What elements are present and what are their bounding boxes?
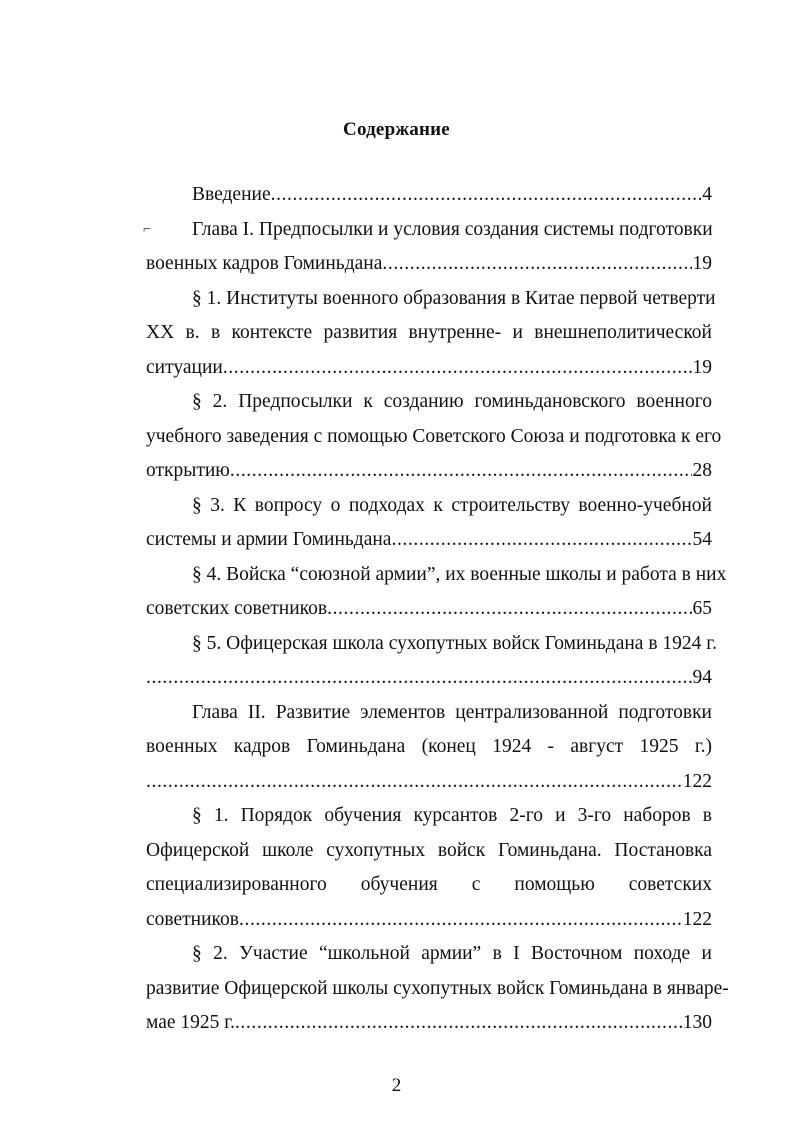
toc-entry-ch1-s3-end[interactable]: [146, 523, 712, 558]
toc-entry-label: Глава II. Развитие элементов централизованной подготовки: [192, 701, 712, 723]
toc-entry-ch2-s2-end[interactable]: [146, 1006, 712, 1041]
toc-entry-label: учебного заведения с помощью Советского Союза и подготовка к его: [146, 425, 722, 447]
toc-entry-label: специализированного обучения с помощью советских: [146, 874, 712, 895]
toc-entry-ch2-s1-cont2[interactable]: [146, 868, 712, 903]
toc-entry-ch2-s2-cont[interactable]: [146, 972, 729, 1007]
leader-dots: [239, 903, 682, 938]
leader-dots: [327, 592, 691, 627]
toc-page-number: 122: [682, 770, 712, 792]
toc-entry-label: § 3. К вопросу о подходах к строительству военно-учебной: [192, 494, 712, 516]
toc-entry-ch1-s1[interactable]: [146, 282, 716, 317]
leader-dots: [391, 523, 691, 558]
toc-entry-label: системы и армии Гоминьдана: [146, 529, 392, 550]
leader-dots: [230, 454, 692, 489]
toc-entry-chapter2-cont[interactable]: [146, 730, 712, 765]
leader-dots: [271, 178, 702, 213]
toc-entry-ch1-s2-cont[interactable]: [146, 420, 722, 455]
toc-entry-ch2-s1[interactable]: [146, 799, 712, 834]
toc-page-number: 122: [682, 908, 712, 930]
toc-entry-ch2-s2[interactable]: [146, 937, 712, 972]
toc-page-number: 94: [692, 667, 712, 688]
toc-entry-chapter2-end[interactable]: [146, 765, 712, 800]
toc-page-number: 28: [692, 460, 712, 481]
toc-entry-label: военных кадров Гоминьдана (конец 1924 - август 1925 г.): [146, 736, 712, 757]
toc-entry-ch1-s1-end[interactable]: [146, 351, 712, 386]
toc-entry-label: Введение: [192, 184, 271, 205]
toc-entry-ch1-s5[interactable]: [146, 627, 717, 662]
leader-dots: [146, 661, 692, 696]
toc-entry-label: развитие Офицерской школы сухопутных войск Гоминьдана в январе-: [146, 977, 729, 999]
toc-entry-label: Офицерской школе сухопутных войск Гоминьдана. Постановка: [146, 839, 712, 861]
toc-entry-ch2-s1-end[interactable]: [146, 903, 712, 938]
toc-entry-ch1-s5-end[interactable]: [146, 661, 712, 696]
toc-entry-label: § 2. Предпосылки к созданию гоминьдановского военного: [192, 391, 712, 412]
toc-entry-label: ситуации: [146, 356, 223, 378]
toc-entry-label: XX в. в контексте развития внутренне- и внешнеполитической: [146, 322, 712, 343]
page-title: Содержание: [343, 119, 450, 140]
toc-entry-ch1-s2-end[interactable]: [146, 454, 712, 489]
toc-page-number: 65: [692, 598, 712, 619]
toc-entry-label: советских советников: [146, 598, 328, 619]
leader-dots: [382, 247, 691, 282]
toc-entry-label: советников: [146, 908, 239, 930]
toc-entry-ch1-s4[interactable]: [146, 558, 727, 593]
toc-entry-chapter2[interactable]: [146, 696, 712, 731]
toc-page-number: 19: [692, 253, 712, 274]
toc-entry-label: § 4. Войска “союзной армии”, их военные школы и работа в них: [192, 563, 727, 585]
page-number: 2: [391, 1075, 402, 1096]
toc-entry-chapter1[interactable]: [146, 213, 712, 248]
toc-entry-label: § 2. Участие “школьной армии” в I Восточном походе и: [192, 943, 712, 964]
leader-dots: [235, 1006, 682, 1041]
toc-page-number: 19: [692, 356, 712, 378]
toc-entry-chapter1-cont[interactable]: [146, 247, 712, 282]
toc-page-number: 4: [702, 184, 712, 205]
toc-entry-label: военных кадров Гоминьдана: [146, 253, 383, 274]
toc-entry-label: § 5. Офицерская школа сухопутных войск Гоминьдана в 1924 г.: [192, 632, 717, 654]
toc-page-number: 130: [682, 1012, 712, 1033]
toc-entry-ch2-s1-cont[interactable]: [146, 834, 712, 869]
toc-page-number: 54: [692, 529, 712, 550]
toc-entry-introduction[interactable]: [146, 178, 712, 213]
toc-entry-label: мае 1925 г.: [146, 1012, 235, 1033]
toc-entry-label: Глава I. Предпосылки и условия создания системы подготовки: [192, 218, 713, 240]
toc-entry-ch1-s4-end[interactable]: [146, 592, 712, 627]
leader-dots: [223, 351, 692, 386]
toc-entry-label: открытию: [146, 460, 230, 481]
toc-entry-ch1-s2[interactable]: [146, 385, 712, 420]
scan-mark: ⌐: [143, 222, 151, 237]
table-of-contents: [146, 178, 729, 1041]
toc-entry-ch1-s1-cont[interactable]: [146, 316, 712, 351]
toc-entry-label: § 1. Институты военного образования в Китае первой четверти: [192, 287, 716, 309]
toc-entry-ch1-s3[interactable]: [146, 489, 712, 524]
toc-entry-label: § 1. Порядок обучения курсантов 2-го и 3-го наборов в: [192, 805, 712, 826]
leader-dots: [146, 765, 682, 800]
